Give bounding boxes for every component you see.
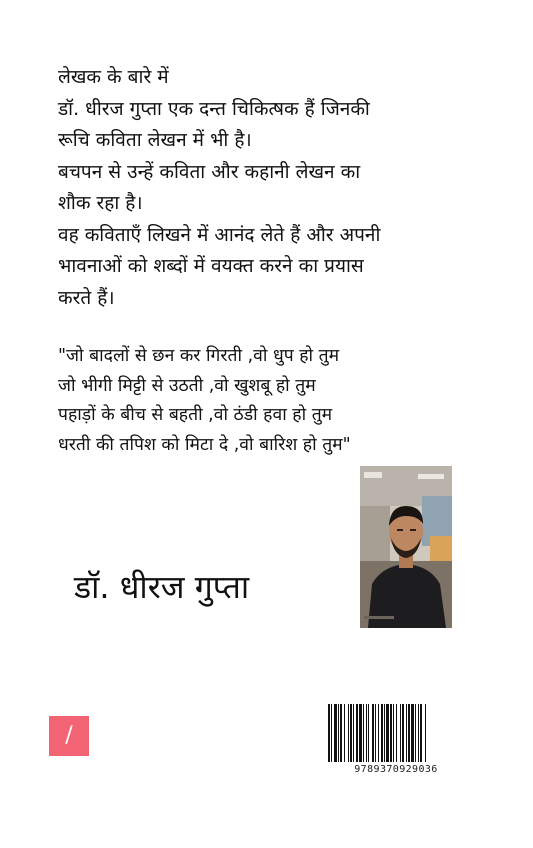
barcode-bar [408, 704, 410, 762]
barcode-bar [366, 704, 367, 762]
barcode-bar [338, 704, 339, 762]
barcode-bars-image [326, 704, 466, 762]
barcode-bar [334, 704, 337, 762]
author-photo [360, 466, 452, 628]
barcode-bar [340, 704, 342, 762]
poem-line: जो भीगी मिट्टी से उठती ,वो खुशबू हो तुम [58, 375, 316, 396]
barcode-bar [368, 704, 369, 762]
barcode-bar [411, 704, 414, 762]
barcode-bar [363, 704, 364, 762]
barcode-bar [375, 704, 376, 762]
publisher-logo-badge [49, 716, 89, 756]
about-heading: लेखक के बारे में [58, 66, 169, 88]
isbn-number: 9789370929036 [354, 764, 438, 775]
barcode-bar [359, 704, 362, 762]
about-text-line: बचपन से उन्हें कविता और कहानी लेखन का [58, 160, 361, 183]
barcode-bar [402, 704, 404, 762]
barcode-bar [353, 704, 354, 762]
barcode-bar [406, 704, 407, 762]
about-text-line: शौक रहा है। [58, 192, 143, 214]
about-text-line: भावनाओं को शब्दों में वयक्त करने का प्रयास [58, 255, 364, 277]
barcode-bar [418, 704, 419, 762]
barcode-bar [420, 704, 422, 762]
poem-line: पहाड़ों के बीच से बहती ,वो ठंडी हवा हो तुम [58, 405, 333, 425]
poem-quote [58, 342, 498, 460]
about-text-line: वह कविताएँ लिखने में आनंद लेते हैं और अपनी [58, 223, 381, 246]
barcode-bar [396, 704, 397, 762]
barcode-bar [381, 704, 383, 762]
about-text-line: डॉ. धीरज गुप्ता एक दन्त चिकित्षक हैं जिनकी [58, 97, 370, 120]
barcode-bar [348, 704, 349, 762]
barcode-bar [350, 704, 352, 762]
about-text-line: रूचि कविता लेखन में भी है। [58, 129, 252, 151]
barcode-bar [344, 704, 345, 762]
barcode-bar [331, 704, 332, 762]
barcode-bar [384, 704, 385, 762]
about-text-line: करते हैं। [58, 286, 115, 309]
author-portrait-image [360, 466, 452, 628]
about-author-section [58, 62, 498, 314]
barcode-bar [386, 704, 389, 762]
poem-line: "जो बादलों से छन कर गिरती ,वो धुप हो तुम [58, 346, 340, 366]
publisher-logo-symbol: / [65, 723, 73, 748]
barcode-bar [400, 704, 401, 762]
barcode-bar [425, 704, 426, 762]
barcode-bar [356, 704, 358, 762]
barcode-bar [390, 704, 392, 762]
poem-line: धरती की तपिश को मिटा दे ,वो बारिश हो तुम" [58, 434, 351, 455]
barcode-bar [328, 704, 330, 762]
barcode-bar [415, 704, 416, 762]
barcode-bar [393, 704, 394, 762]
barcode-bar [378, 704, 379, 762]
barcode-bar [372, 704, 374, 762]
author-name: डॉ. धीरज गुप्ता [74, 568, 250, 606]
